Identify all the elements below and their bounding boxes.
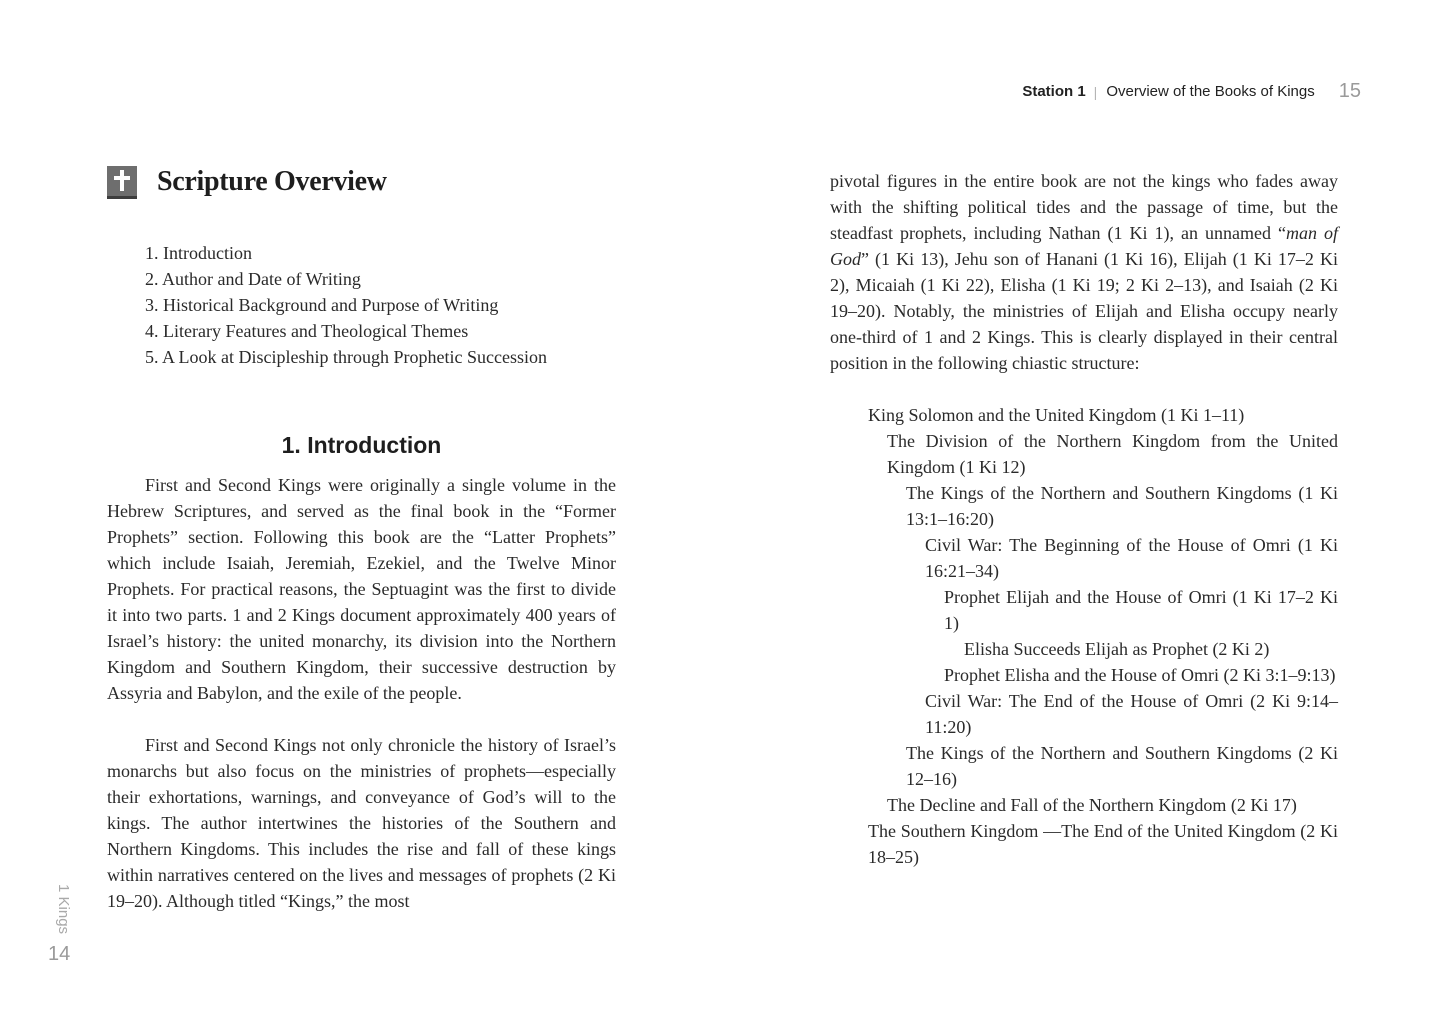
body-paragraph: First and Second Kings were originally a single volume in the Hebrew Scriptures, and served as the final book in the “Former Prophets” section. Following this book are the “Latter Prophets” which include Isaiah, Jeremiah, Ezekiel, and the Twelve Minor Prophets. For practical reasons, the Septuagint was the first to divide it into two parts. 1 and 2 Kings document approximately 400 years of Israel’s history: the united monarchy, its division into the Northern Kingdom and Southern Kingdom, their successive destruction by Assyria and Babylon, and the exile of the people. (107, 475, 616, 703)
body-paragraph: First and Second Kings not only chronicle the history of Israel’s monarchs but also focus on the ministries of prophets—especially their exhortations, warnings, and conveyance of God’s will to the kings. The author intertwines the histories of the Southern and Northern Kingdoms. This includes the rise and fall of these kings within narratives centered on the lives and messages of prophets (2 Ki 19–20). Although titled “Kings,” the most (107, 735, 616, 911)
toc-item: 4. Literary Features and Theological Themes (145, 321, 469, 341)
chiasm-line: The Southern Kingdom —The End of the United Kingdom (2 Ki 18–25) (868, 821, 1338, 867)
chiasm-line: Prophet Elijah and the House of Omri (1 Ki 17–2 Ki 1) (944, 587, 1338, 633)
table-of-contents (107, 240, 616, 370)
introduction-heading: 1. Introduction (281, 432, 442, 458)
scripture-overview-title (107, 162, 616, 202)
station-label: Station 1 (1022, 83, 1086, 100)
toc-item: 2. Author and Date of Writing (145, 269, 361, 289)
chiasm-line: Prophet Elisha and the House of Omri (2 Ki 3:1–9:13) (944, 665, 1336, 685)
book-side-label: 1 Kings (55, 884, 72, 935)
page-number-right: 15 (1338, 80, 1361, 102)
chiasm-line: The Decline and Fall of the Northern Kingdom (2 Ki 17) (887, 795, 1297, 815)
bible-cross-icon (107, 166, 137, 199)
chiasm-line: Elisha Succeeds Elijah as Prophet (2 Ki 2) (964, 639, 1270, 659)
chiastic-structure (830, 402, 1338, 870)
chapter-title: Overview of the Books of Kings (1106, 83, 1315, 100)
running-header (1022, 80, 1361, 103)
right-page-column (830, 168, 1338, 870)
continued-paragraph (830, 168, 1338, 376)
italic-phrase: man of God (830, 223, 1338, 269)
paragraph-text: pivotal figures in the entire book are not the kings who fades away with the shifting political tides and the passage of time, but the steadfast prophets, including Nathan (1 Ki 1), an unnamed “ (830, 171, 1338, 243)
chiasm-line: Civil War: The Beginning of the House of Omri (1 Ki 16:21–34) (925, 535, 1338, 581)
page-number-left: 14 (48, 943, 71, 965)
header-separator: | (1093, 83, 1098, 100)
chiasm-line: The Division of the Northern Kingdom from the United Kingdom (1 Ki 12) (887, 431, 1338, 477)
left-page-column (107, 162, 616, 914)
chiasm-line: Civil War: The End of the House of Omri (2 Ki 9:14–11:20) (925, 691, 1338, 737)
chiasm-line: The Kings of the Northern and Southern Kingdoms (2 Ki 12–16) (906, 743, 1338, 789)
paragraph-text: ” (1 Ki 13), Jehu son of Hanani (1 Ki 16), Elijah (1 Ki 17–2 Ki 2), Micaiah (1 Ki 22), Elisha (1 Ki 19; 2 Ki 2–13), and Isaiah (2 Ki 19–20). Notably, the ministries of Elijah and Elisha occupy nearly one-third of 1 and 2 Kings. This is clearly displayed in their central position in the following chiastic structure: (830, 249, 1338, 373)
toc-item: 1. Introduction (145, 243, 252, 263)
section-heading: Scripture Overview (157, 166, 387, 197)
chiasm-line: King Solomon and the United Kingdom (1 Ki 1–11) (868, 405, 1245, 425)
toc-item: 3. Historical Background and Purpose of Writing (145, 295, 499, 315)
toc-item: 5. A Look at Discipleship through Prophetic Succession (145, 347, 547, 367)
chiasm-line: The Kings of the Northern and Southern Kingdoms (1 Ki 13:1–16:20) (906, 483, 1338, 529)
